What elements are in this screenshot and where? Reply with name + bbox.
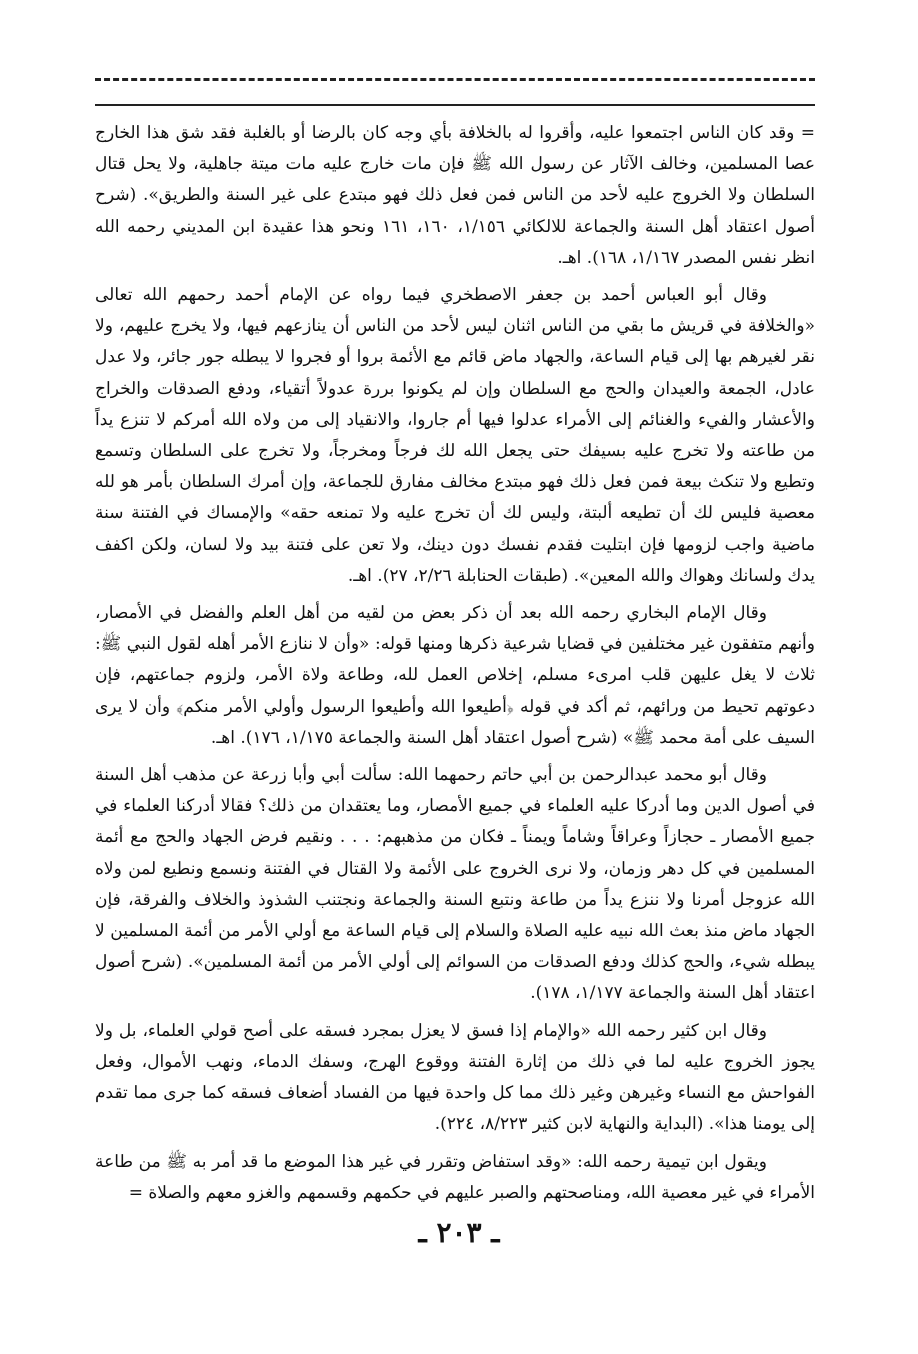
paragraph-ibn-abi-hatim: وقال أبو محمد عبدالرحمن بن أبي حاتم رحمهما الله: سألت أبي وأبا زرعة عن مذهب أهل السنة في أصول الدين وما أدركا عليه العلماء في جميع الأمصار، وما يعتقدان من ذلك؟ فقالا أدركنا العلماء في جميع الأمصار ـ حجازاً وعراقاً وشاماً ويمناً ـ فكان من مذهبهم: . . . ونقيم فرض الجهاد والحج مع أئمة المسلمين في كل دهر وزمان، ولا نرى الخروج على الأئمة ولا القتال في الفتنة ونسمع ونطيع لمن ولاه الله عزوجل أمرنا ولا ننزع يداً من طاعة ونتبع السنة والجماعة ونجتنب الشذوذ والخلاف والفرقة، فإن الجهاد ماض منذ بعث الله نبيه عليه الصلاة والسلام إلى قيام الساعة مع أولي الأمر من أئمة المسلمين لا يبطله شيء، والحج كذلك ودفع الصدقات من السوائم إلى أولي الأمر من أئمة المسلمين». (شرح أصول اعتقاد أهل السنة والجماعة ١/١٧٧، ١٧٨). (95, 765, 815, 1004)
paragraph-ibn-kathir: وقال ابن كثير رحمه الله «والإمام إذا فسق لا يعزل بمجرد فسقه على أصح قولي العلماء، بل ولا يجوز الخروج عليه لما في ذلك من إثارة الفتنة ووقوع الهرج، وسفك الدماء، ونهب الأموال، وفعل الفواحش مع النساء وغيرهن وغير ذلك مما كل واحدة فيها من الفساد أضعاف فسقه كما جرى مما تقدم إلى يومنا هذا». (البداية والنهاية لابن كثير ٨/٢٢٣، ٢٢٤). (95, 1020, 815, 1135)
paragraph-bukhari: وقال الإمام البخاري رحمه الله بعد أن ذكر بعض من لقيه من أهل العلم والفضل في الأمصار، وأنهم متفقون غير مختلفين في قضايا شرعية ذكرها ومنها قوله: «وأن لا ننازع الأمر أهله لقول النبي ﷺ: ثلاث لا يغل عليهن قلب امرىء مسلم، إخلاص العمل لله، وطاعة ولاة الأمر، ولزوم جماعتهم، فإن دعوتهم تحيط من ورائهم، ثم أكد في قوله ﴿أطيعوا الله وأطيعوا الرسول وأولي الأمر منكم﴾ وأن لا يرى السيف على أمة محمد ﷺ» (شرح أصول اعتقاد أهل السنة والجماعة ١/١٧٥، ١٧٦). اهـ. (95, 603, 815, 748)
paragraph-ibn-taymiyyah: ويقول ابن تيمية رحمه الله: «وقد استفاض وتقرر في غير هذا الموضع ما قد أمر به ﷺ من طاعة الأمراء في غير معصية الله، ومناصحتهم والصبر عليهم في حكمهم وقسمهم والغزو معهم والصلاة = (95, 1151, 815, 1203)
paragraph-istakhri: وقال أبو العباس أحمد بن جعفر الاصطخري فيما رواه عن الإمام أحمد رحمهم الله تعالى «والخلافة في قريش ما بقي من الناس اثنان ليس لأحد من الناس أن ينازعهم فيها، ولا يخرج عليهم، ولا نقر لغيرهم بها إلى قيام الساعة، والجهاد ماض قائم مع الأئمة بروا أو فجروا لا يبطله جور جائر، ولا عدل عادل، الجمعة والعيدان والحج مع السلطان وإن لم يكونوا بررة عدولاً أتقياء، ودفع الصدقات والخراج والأعشار والفيء والغنائم إلى الأمراء عدلوا فيها أم جاروا، والانقياد إلى من ولاه الله أمركم لا تنزع يداً من طاعته ولا تخرج عليه بسيفك حتى يجعل الله لك فرجاً ومخرجاً، ولا تخرج على السلطان وتسمع وتطيع ولا تنكث بيعة فمن فعل ذلك فهو مبتدع مخالف مفارق للجماعة، وإن أمرك السلطان بأمر هو لله معصية فليس لك أن تطيعه ألبتة، وليس لك أن تخرج عليه ولا تمنعه حقه» والإمساك في الفتنة سنة ماضية واجب لزومها فإن ابتليت فقدم نفسك دون دينك، ولا تعن على فتنة بيد ولا لسان، ولكن اكفف يدك ولسانك وهواك والله المعين». (طبقات الحنابلة ٢/٢٦، ٢٧). اهـ. (95, 285, 815, 586)
paragraph-continuation: = وقد كان الناس اجتمعوا عليه، وأقروا له بالخلافة بأي وجه كان بالرضا أو بالغلبة فقد شق هذا الخارج عصا المسلمين، وخالف الآثار عن رسول الله ﷺ فإن مات خارج عليه مات ميتة جاهلية، ولا يحل قتال السلطان ولا الخروج عليه لأحد من الناس فمن فعل ذلك فهو مبتدع على غير السنة والطريق». (شرح أصول اعتقاد أهل السنة والجماعة للالكائي ١/١٥٦، ١٦٠، ١٦١ ونحو هذا عقيدة ابن المديني رحمه الله انظر نفس المصدر ١/١٦٧، ١٦٨). اهـ. (95, 123, 815, 268)
header-solid-rule (95, 104, 815, 106)
page-number: ـ ٢٠٣ ـ (418, 1216, 500, 1249)
header-dashed-rule (95, 78, 815, 81)
body-text (95, 118, 815, 1215)
